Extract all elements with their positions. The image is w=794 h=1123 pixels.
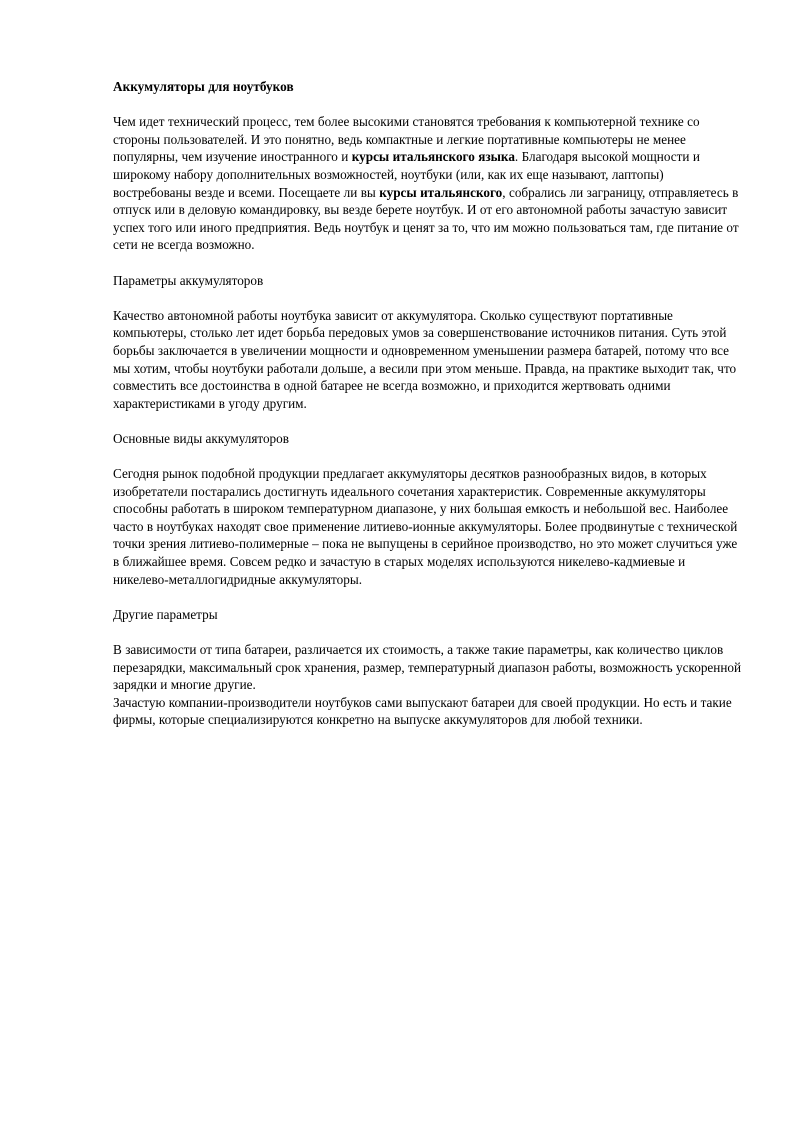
page-title: Аккумуляторы для ноутбуков <box>113 79 294 94</box>
intro-text-part-2: . Благодаря высокой мощности и широкому набору дополнительных возможностей, ноутбуки (или, как их еще называют, лаптопы) востребованы везде и всеми. Посещаете ли вы <box>113 149 700 200</box>
paragraph-intro <box>113 113 742 254</box>
paragraph-other-second: Зачастую компании-производители ноутбуков сами выпускают батареи для своей продукции. Но есть и такие фирмы, которые специализируются конкретно на выпуске аккумуляторов для любой техники. <box>113 694 732 728</box>
section-heading-parameters: Параметры аккумуляторов <box>113 272 264 288</box>
intro-text-part-1: Чем идет технический процесс, тем более высокими становятся требования к компьютерной технике со стороны пользователей. И это понятно, ведь компактные и легкие портативные компьютеры не менее популярны, чем изучение иностранного и <box>113 114 700 165</box>
intro-bold-phrase-1: курсы итальянского языка <box>351 149 515 165</box>
paragraph-parameters: Качество автономной работы ноутбука зависит от аккумулятора. Сколько существуют портативные компьютеры, столько лет идет борьба передовых умов за совершенствование источников питания. Суть этой борьбы заключается в увеличении мощности и одновременном уменьшении размера батарей, потому что все мы хотим, чтобы ноутбуки работали дольше, а весили при этом меньше. Правда, на практике выходит так, что совместить все достоинства в одной батарее не всегда возможно, и приходится жертвовать одними характеристиками в угоду другим. <box>113 307 737 411</box>
document-body <box>113 78 742 729</box>
section-heading-other: Другие параметры <box>113 606 218 622</box>
intro-bold-phrase-2: курсы итальянского <box>379 184 503 200</box>
paragraph-other-first: В зависимости от типа батареи, различается их стоимость, а также такие параметры, как количество циклов перезарядки, максимальный срок хранения, размер, температурный диапазон работы, возможность ускоренной зарядки и многие другие. <box>113 642 742 693</box>
intro-text-part-3: , собрались ли заграницу, отправляетесь в отпуск или в деловую командировку, вы везде берете ноутбук. И от его автономной работы зачастую зависит успех того или иного предприятия. Ведь ноутбук и ценят за то, что им можно пользоваться там, где питание от сети не всегда возможно. <box>113 184 739 253</box>
paragraph-types: Сегодня рынок подобной продукции предлагает аккумуляторы десятков разнообразных видов, в которых изобретатели постарались достигнуть идеального сочетания характеристик. Современные аккумуляторы способны работать в широком температурном диапазоне, у них большая емкость и небольшой вес. Наиболее часто в ноутбуках находят свое применение литиево-ионные аккумуляторы. Более продвинутые с технической точки зрения литиево-полимерные – пока не выпущены в серийное производство, но это может случиться уже в ближайшее время. Совсем редко и зачастую в старых моделях используются никелево-кадмиевые и никелево-металлогидридные аккумуляторы. <box>113 466 738 587</box>
section-heading-types: Основные виды аккумуляторов <box>113 430 289 446</box>
